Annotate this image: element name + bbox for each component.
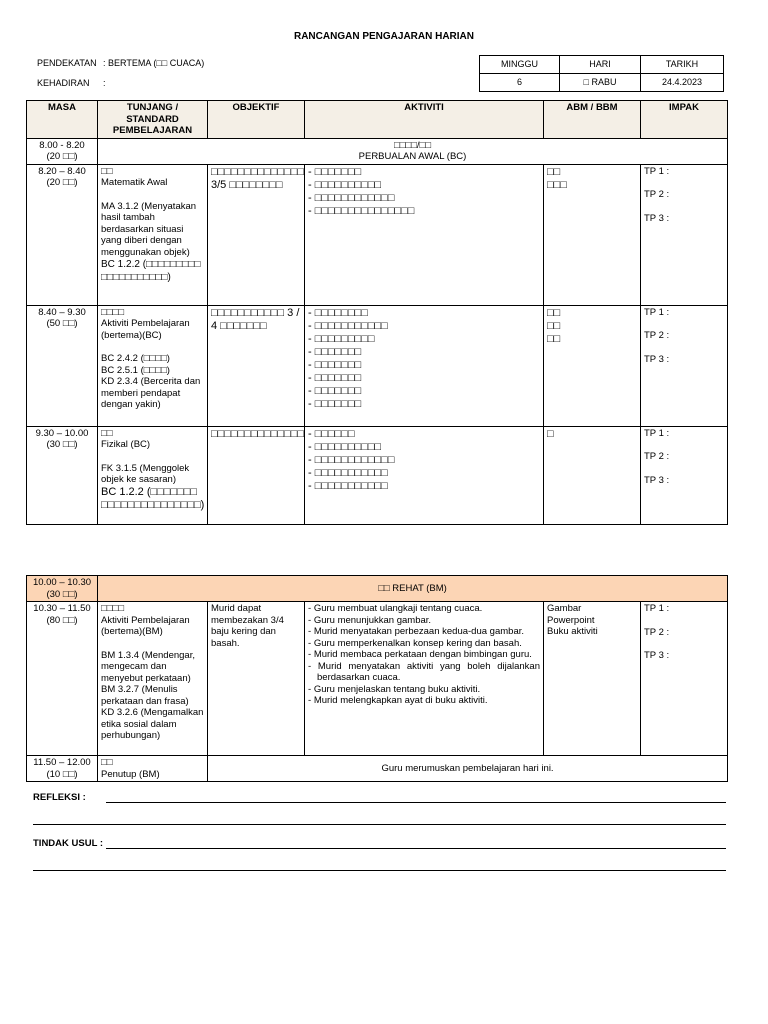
hari-label: HARI [560, 56, 641, 74]
tunjang-sub: Fizikal (BC) [101, 439, 151, 450]
aktiviti-item: - Guru menunjukkan gambar. [308, 615, 540, 627]
objektif-cell: Murid dapat membezakan 3/4 baju kering dan basah. [208, 602, 305, 756]
aktiviti-item: - Guru membuat ulangkaji tentang cuaca. [308, 603, 540, 615]
kehadiran-value: : [103, 78, 106, 88]
aktiviti-item: - □□□□□□□□□□□□ [308, 454, 540, 467]
aktiviti-item: - □□□□□□ [308, 428, 540, 441]
penutup-text: Guru merumuskan pembelajaran hari ini. [208, 756, 728, 782]
tp-label: TP 3 : [644, 353, 670, 365]
aktiviti-item: - □□□□□□□ [308, 346, 540, 359]
tp-label: TP 3 : [644, 212, 670, 224]
hari-value: □ RABU [560, 74, 641, 92]
col-objektif: OBJEKTIF [208, 101, 305, 139]
table-row [27, 426, 728, 524]
col-masa: MASA [27, 101, 98, 139]
table-row [27, 164, 728, 305]
aktiviti-item: - □□□□□□□□□□ [308, 179, 540, 192]
tarikh-label: TARIKH [641, 56, 724, 74]
tindak-usul-line[interactable] [106, 848, 726, 849]
tarikh-value: 24.4.2023 [641, 74, 724, 92]
info-table [479, 55, 724, 92]
objektif-cell: □□□□□□□□□□□□□□ [208, 426, 305, 524]
impak-cell [641, 426, 728, 524]
rehat-row [27, 576, 728, 602]
tunjang-standard: BC 1.2.2 (□□□□□□□□□ □□□□□□□□□□□) [101, 259, 201, 283]
tp-label: TP 1 : [644, 427, 670, 439]
impak-cell [641, 305, 728, 426]
aktiviti-item: - □□□□□□□□□□ [308, 441, 540, 454]
aktiviti-item: - Guru menjelaskan tentang buku aktiviti. [308, 684, 540, 696]
tunjang-standard: BC 2.4.2 (□□□□) BC 2.5.1 (□□□□) KD 2.3.4 (Bercerita dan memberi pendapat dengan yakin) [101, 353, 201, 410]
masa-cell: 10.00 – 10.30 (30 □□) [27, 576, 98, 602]
aktiviti-item: - □□□□□□□ [308, 385, 540, 398]
pendekatan-value: : BERTEMA (□□ CUACA) [103, 58, 205, 68]
table-row [27, 138, 728, 164]
aktiviti-item: - Murid menyatakan perbezaan kedua-dua gambar. [308, 626, 540, 638]
aktiviti-item: - □□□□□□□ [308, 398, 540, 411]
tp-label: TP 1 : [644, 603, 670, 614]
masa-cell: 9.30 – 10.00 (30 □□) [27, 426, 98, 524]
tp-label: TP 2 : [644, 626, 670, 638]
objektif-cell: □□□□□□□□□□□ 3 / 4 □□□□□□□ [208, 305, 305, 426]
aktiviti-list [308, 307, 540, 411]
aktiviti-list [308, 166, 540, 218]
masa-cell: 11.50 – 12.00 (10 □□) [27, 756, 98, 782]
tp-label: TP 1 : [644, 165, 670, 177]
aktiviti-item: - □□□□□□□□□ [308, 333, 540, 346]
aktiviti-item: - □□□□□□□□□□□□□□□ [308, 205, 540, 218]
tunjang-cell [98, 602, 208, 756]
aktiviti-item: - Murid menyatakan aktiviti yang boleh dijalankan berdasarkan cuaca. [308, 661, 540, 684]
col-abm: ABM / BBM [544, 101, 641, 139]
pendekatan-label: PENDEKATAN [37, 58, 97, 68]
tp-label: TP 3 : [644, 650, 670, 661]
tp-label: TP 2 : [644, 189, 670, 200]
lesson-table-2 [26, 575, 728, 782]
rehat-label: □□ REHAT (BM) [98, 576, 728, 602]
minggu-value: 6 [480, 74, 560, 92]
col-tunjang: TUNJANG / STANDARD PEMBELAJARAN [98, 101, 208, 139]
tp-label: TP 3 : [644, 474, 670, 486]
aktiviti-cell [305, 164, 544, 305]
abm-cell: □□ □□ □□ [544, 305, 641, 426]
tp-label: TP 2 : [644, 330, 670, 341]
aktiviti-item: - □□□□□□□ [308, 372, 540, 385]
aktiviti-item: - Murid membaca perkataan dengan bimbingan guru. [308, 649, 540, 661]
aktiviti-item: - □□□□□□□□ [308, 307, 540, 320]
tunjang-standard: MA 3.1.2 (Menyatakan hasil tambah berdasarkan situasi yang diberi dengan menggunakan objek) [101, 200, 197, 258]
tindak-usul-label: TINDAK USUL : [33, 838, 104, 849]
tunjang-standard: BC 1.2.2 (□□□□□□□ □□□□□□□□□□□□□□□) [101, 485, 205, 511]
tp-label: TP 1 : [644, 306, 670, 318]
tunjang-title: □□□□ [101, 306, 124, 318]
tunjang-cell [98, 164, 208, 305]
aktiviti-list [308, 603, 540, 707]
aktiviti-item: - □□□□□□□□□□□□ [308, 192, 540, 205]
tunjang-sub: Aktiviti Pembelajaran (bertema)(BC) [101, 318, 190, 341]
abm-cell: □□ □□□ [544, 164, 641, 305]
tunjang-title: □□ [101, 757, 113, 768]
masa-cell: 10.30 – 11.50 (80 □□) [27, 602, 98, 756]
aktiviti-cell [305, 602, 544, 756]
tunjang-title: □□ [101, 427, 113, 439]
table-row [27, 602, 728, 756]
tunjang-sub: Aktiviti Pembelajaran (bertema)(BM) [101, 614, 190, 637]
refleksi-line-2[interactable] [33, 824, 726, 825]
abm-cell: Gambar Powerpoint Buku aktiviti [544, 602, 641, 756]
aktiviti-item: - Murid melengkapkan ayat di buku aktiviti. [308, 695, 540, 707]
tunjang-cell [98, 426, 208, 524]
table-row [27, 756, 728, 782]
aktiviti-item: - □□□□□□□ [308, 166, 540, 179]
masa-cell: 8.40 – 9.30 (50 □□) [27, 305, 98, 426]
kehadiran-label: KEHADIRAN [37, 78, 90, 88]
tunjang-cell [98, 305, 208, 426]
minggu-label: MINGGU [480, 56, 560, 74]
merged-line: □□□□/□□ [393, 139, 432, 151]
aktiviti-item: - □□□□□□□ [308, 359, 540, 372]
masa-cell: 8.00 - 8.20 (20 □□) [27, 138, 98, 164]
refleksi-label: REFLEKSI : [33, 792, 86, 803]
refleksi-line[interactable] [106, 802, 726, 803]
col-impak: IMPAK [641, 101, 728, 139]
tp-label: TP 2 : [644, 451, 670, 462]
impak-cell [641, 602, 728, 756]
merged-line: PERBUALAN AWAL (BC) [358, 151, 467, 162]
aktiviti-item: - □□□□□□□□□□□ [308, 467, 540, 480]
abm-cell: □ [544, 426, 641, 524]
aktiviti-item: - □□□□□□□□□□□ [308, 480, 540, 493]
aktiviti-item: - Guru memperkenalkan konsep kering dan basah. [308, 638, 540, 650]
objektif-cell: □□□□□□□□□□□□□□ 3/5 □□□□□□□□ [208, 164, 305, 305]
table-row [27, 305, 728, 426]
tunjang-standard: FK 3.1.5 (Menggolek objek ke sasaran) [101, 462, 190, 485]
aktiviti-list [308, 428, 540, 493]
tunjang-sub: Matematik Awal [101, 177, 168, 188]
tindak-usul-line-2[interactable] [33, 870, 726, 871]
aktiviti-cell [305, 426, 544, 524]
tunjang-sub: Penutup (BM) [101, 768, 160, 780]
tunjang-standard: BM 1.3.4 (Mendengar, mengecam dan menyebut perkataan) BM 3.2.7 (Menulis perkataan dan frasa) KD 3.2.6 (Mengamalkan etika sosial dalam perhubungan) [101, 649, 204, 741]
impak-cell [641, 164, 728, 305]
tunjang-title: □□ [101, 165, 113, 177]
tunjang-title: □□□□ [101, 603, 124, 614]
perbualan-awal-cell [98, 138, 728, 164]
lesson-table [26, 100, 728, 525]
page-title: RANCANGAN PENGAJARAN HARIAN [293, 31, 474, 42]
masa-cell: 8.20 – 8.40 (20 □□) [27, 164, 98, 305]
aktiviti-cell [305, 305, 544, 426]
aktiviti-item: - □□□□□□□□□□□ [308, 320, 540, 333]
tunjang-cell [98, 756, 208, 782]
col-aktiviti: AKTIVITI [305, 101, 544, 139]
